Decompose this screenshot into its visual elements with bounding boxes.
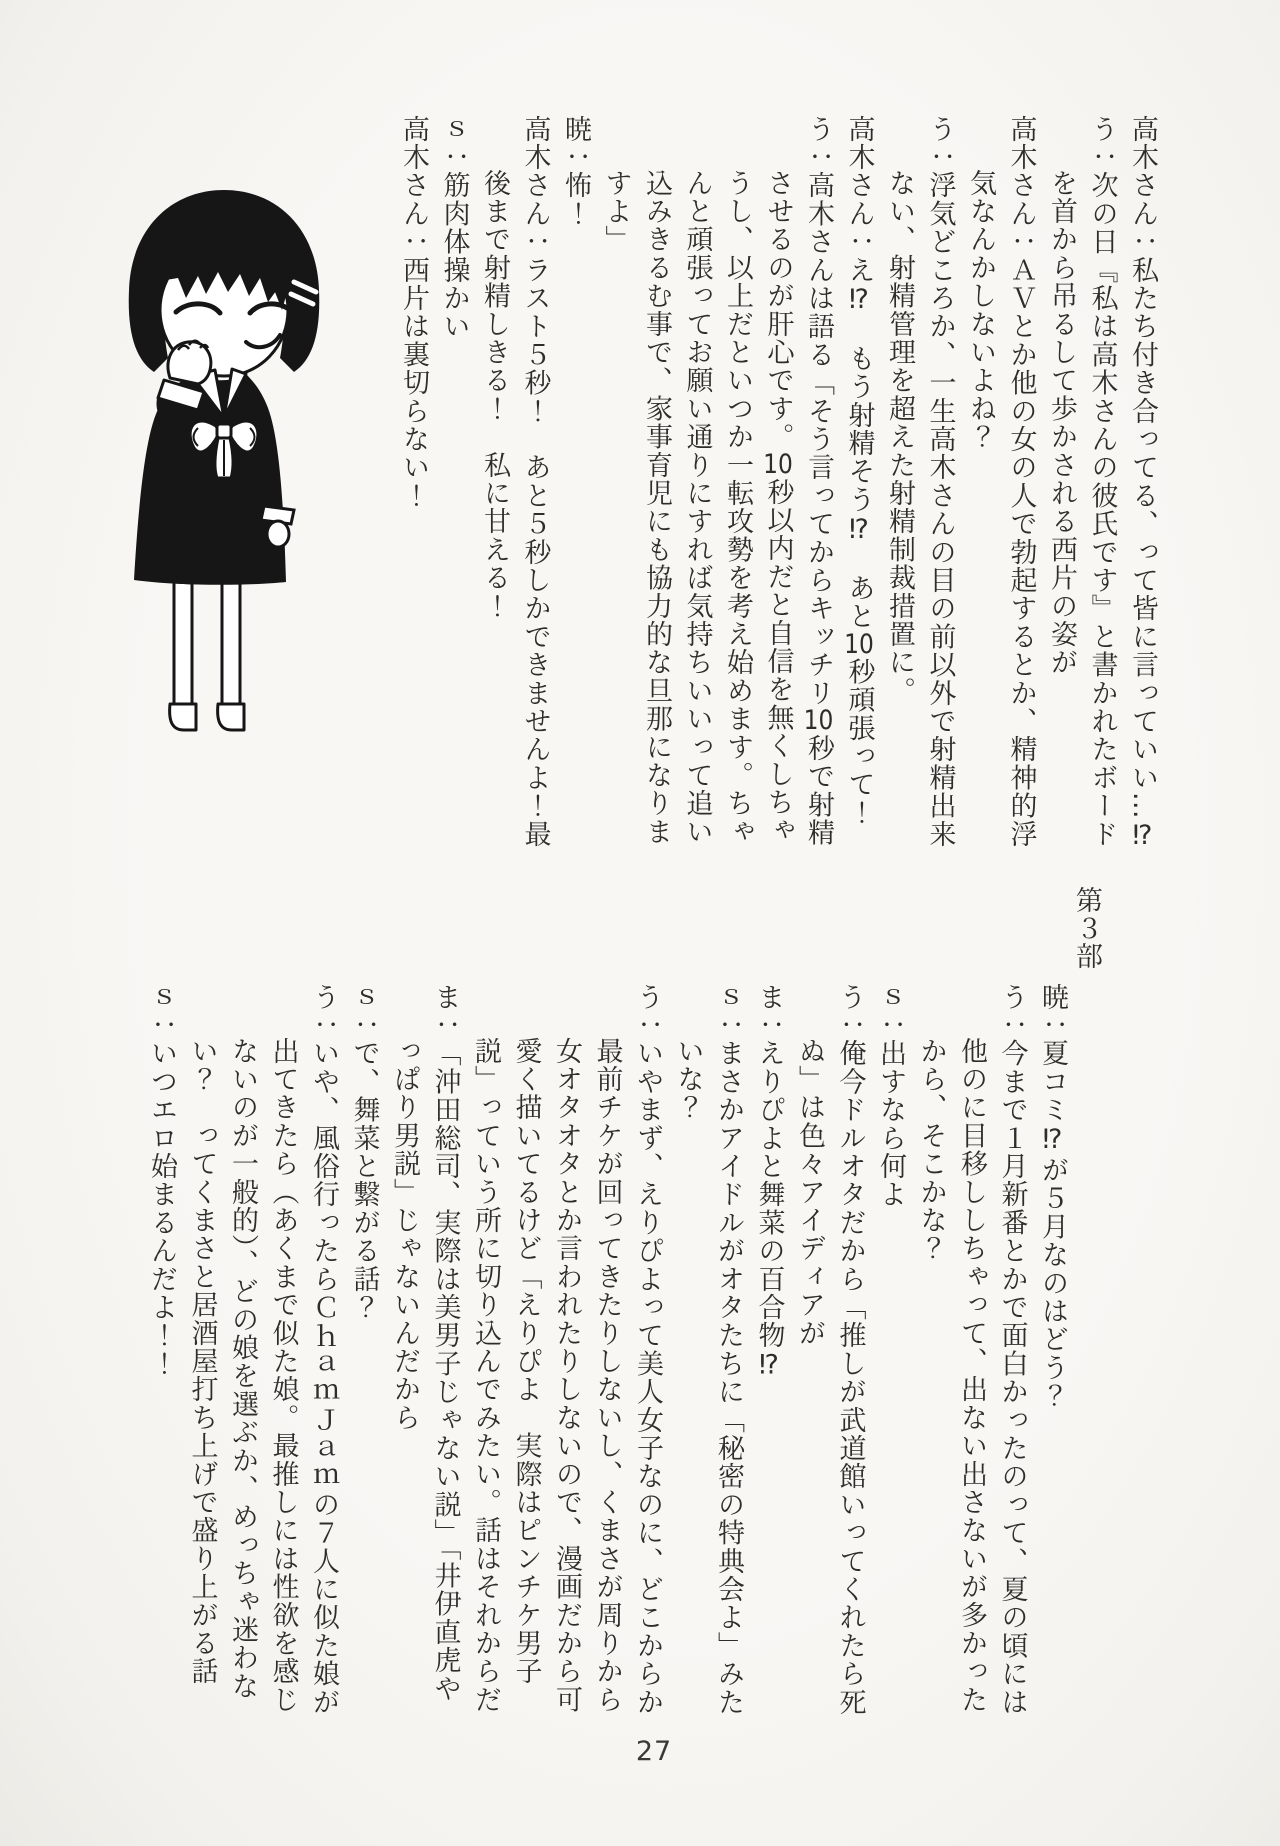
dialogue-section-top (393, 115, 1163, 857)
part-heading: 第３部 (1071, 886, 1102, 971)
dialogue-line: う：俺今ドルオタだから「推しが武道館いってくれたら死ぬ」は色々アイディアが (794, 983, 866, 1717)
shoe (170, 704, 196, 730)
dialogue-line: う：いや、風俗行ったらＣｈａｍＪａｍの７人に似た娘が出てきたら（あくまで似た娘。最推しには性欲を感じないのが一般的）、どの娘を選ぶか、めっちゃ迷わない？ ってくまさと居酒屋打ち上げで盛り上がる話 (186, 983, 339, 1717)
dialogue-line: う：次の日『私は高木さんの彼氏です』と書かれたボードを首から吊るして歩かされる西片の姿が (1046, 115, 1118, 849)
leg (174, 582, 192, 704)
dialogue-line: ｓ：で、舞菜と繋がる話？ (348, 983, 380, 1322)
dialogue-line: ｓ：いつエロ始まるんだよ！！ (146, 983, 177, 1378)
dialogue-line: 高木さん：西片は裏切らない！ (398, 115, 429, 510)
page-number: 27 (635, 1736, 673, 1767)
dialogue-section-bottom (141, 983, 1073, 1725)
chibi-girl-illustration (118, 182, 330, 740)
hand (267, 521, 289, 547)
dialogue-line: う：今まで１月新番とかで面白かったのって、夏の頃には他のに目移ししちゃって、出ない出さないが多かったから、そこかな？ (915, 983, 1028, 1717)
dialogue-line: ｓ：出すなら何よ (875, 983, 906, 1209)
dialogue-line: 高木さん：私たち付き合ってる、って皆に言っていい…⁉ (1127, 115, 1158, 853)
dialogue-line: ま：えりぴよと舞菜の百合物⁉ (753, 983, 785, 1382)
leg (222, 582, 240, 704)
bow-knot (217, 424, 231, 438)
dialogue-line: ま：「沖田総司、実際は美男子じゃない説」「井伊直虎やっぱり男説」じゃないんだから (389, 983, 461, 1703)
dialogue-line: 暁：怖！ (560, 115, 591, 228)
dialogue-line: 高木さん：ラスト５秒！ あと５秒しかできませんよ！最後まで射精しきる！ 私に甘える！ (479, 115, 551, 849)
dialogue-line: 高木さん：ＡＶとか他の女の人で勃起するとか、精神的浮気なんかしないよね？ (965, 115, 1037, 849)
dialogue-line: う：浮気どころか、一生高木さんの目の前以外で射精出来ない、射精管理を超えた射精制裁措置に。 (884, 115, 956, 849)
dialogue-line: う：高木さんは語る「そう言ってからキッチリ10秒で射精させるのが肝心です。10秒以内だと自信を無くしちゃうし、以上だといつか一転攻勢を考え始めます。ちゃんと頑張ってお願い通りにすれば気持ちいいって追い込みきるむ事で、家事育児にも協力的な旦那になりますよ」 (600, 115, 834, 848)
dialogue-line: ｓ：筋肉体操かい (438, 115, 470, 341)
dialogue-line: 高木さん：え⁉ もう射精そう⁉ あと10秒頑張って！ (843, 115, 875, 827)
dialogue-line: う：いやまず、えりぴよって美人女子なのに、どこからか最前チケが回ってきたりしないし、くまさが周りから女オタオタとか言われたりしないので、漫画だから可愛く描いてるけど「えりぴよ 実際はピンチケ男子説」っていう所に切り込んでみたい。話はそれからだ (470, 983, 663, 1717)
girl-drawing (118, 182, 330, 740)
dialogue-line: ｓ：まさかアイドルがオタたちに「秘密の特典会よ」みたいな？ (672, 983, 744, 1717)
dialogue-line: 暁：夏コミ⁉が５月なのはどう？ (1037, 983, 1068, 1410)
shoe (218, 704, 244, 730)
